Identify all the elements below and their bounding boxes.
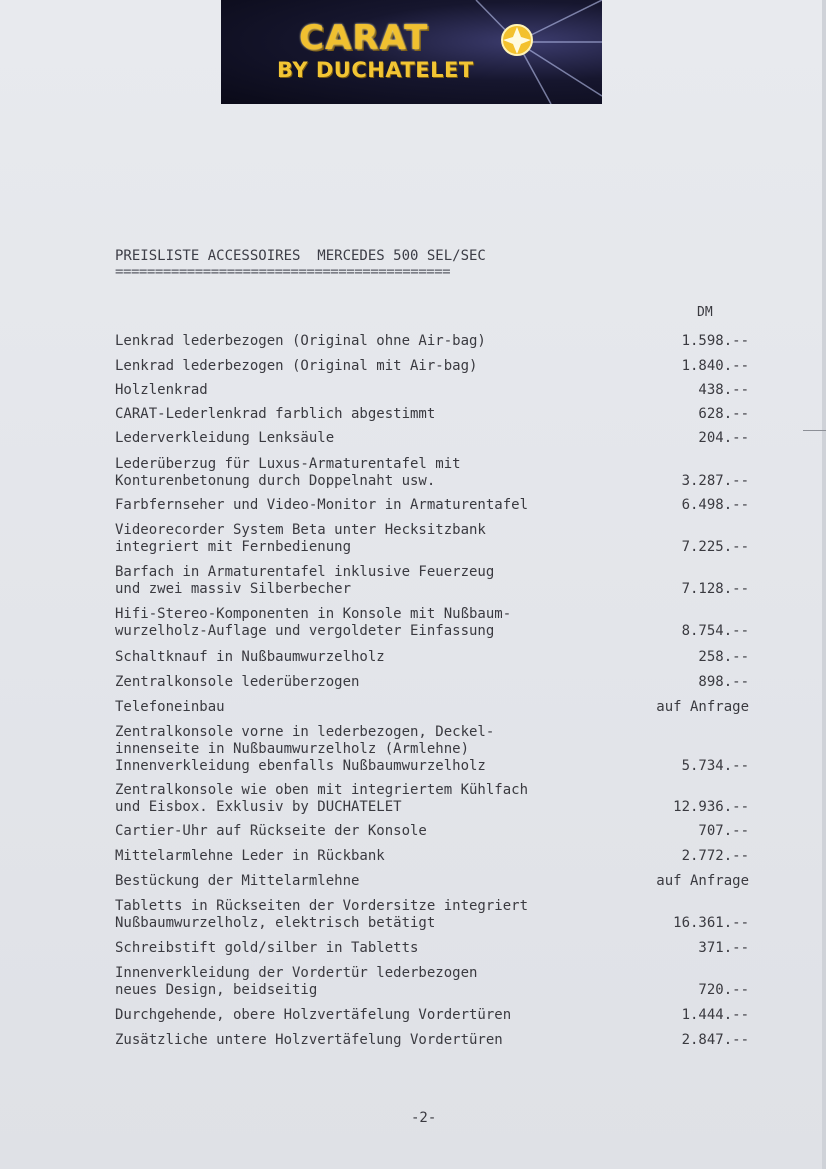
item-price: 707.--	[698, 823, 749, 839]
item-description: Zentralkonsole vorne in lederbezogen, Deckel- innenseite in Nußbaumwurzelholz (Armlehne) Innenverkleidung ebenfalls Nußbaumwurzelholz	[115, 724, 495, 774]
item-price: 6.498.--	[681, 497, 749, 513]
item-price: 204.--	[698, 430, 749, 446]
item-description: Schaltknauf in Nußbaumwurzelholz	[115, 649, 385, 665]
item-description: Hifi-Stereo-Komponenten in Konsole mit Nußbaum- wurzelholz-Auflage und vergoldeter Einfassung	[115, 606, 512, 639]
item-price: 16.361.--	[673, 915, 749, 931]
item-description: Videorecorder System Beta unter Hecksitzbank integriert mit Fernbedienung	[115, 522, 486, 555]
item-description: Schreibstift gold/silber in Tabletts	[115, 940, 419, 956]
item-price: 628.--	[698, 406, 749, 422]
item-description: Lenkrad lederbezogen (Original ohne Air-bag)	[115, 333, 486, 349]
item-description: Lenkrad lederbezogen (Original mit Air-bag)	[115, 358, 478, 374]
item-price: 438.--	[698, 382, 749, 398]
item-description: Holzlenkrad	[115, 382, 208, 398]
currency-header: DM	[697, 305, 713, 320]
item-description: Bestückung der Mittelarmlehne	[115, 873, 360, 889]
item-price: 258.--	[698, 649, 749, 665]
price-list-title: PREISLISTE ACCESSOIRES MERCEDES 500 SEL/SEC	[115, 248, 486, 264]
item-description: Cartier-Uhr auf Rückseite der Konsole	[115, 823, 427, 839]
item-price: 1.840.--	[681, 358, 749, 374]
item-price: 3.287.--	[681, 473, 749, 489]
item-price: 7.225.--	[681, 539, 749, 555]
item-price: 2.772.--	[681, 848, 749, 864]
page-number: -2-	[411, 1110, 437, 1126]
item-description: Zusätzliche untere Holzvertäfelung Vordertüren	[115, 1032, 503, 1048]
logo-sub-text: BY DUCHATELET	[277, 58, 474, 82]
item-price: 371.--	[698, 940, 749, 956]
item-description: Farbfernseher und Video-Monitor in Armaturentafel	[115, 497, 529, 513]
item-description: Barfach in Armaturentafel inklusive Feuerzeug und zwei massiv Silberbecher	[115, 564, 495, 597]
item-price: 7.128.--	[681, 581, 749, 597]
item-description: Durchgehende, obere Holzvertäfelung Vordertüren	[115, 1007, 512, 1023]
item-price: 1.444.--	[681, 1007, 749, 1023]
item-price: 898.--	[698, 674, 749, 690]
item-price: auf Anfrage	[656, 699, 749, 715]
item-description: Mittelarmlehne Leder in Rückbank	[115, 848, 385, 864]
item-description: Zentralkonsole wie oben mit integriertem Kühlfach und Eisbox. Exklusiv by DUCHATELET	[115, 782, 529, 815]
margin-mark	[803, 430, 826, 431]
item-description: Lederüberzug für Luxus-Armaturentafel mit Konturenbetonung durch Doppelnaht usw.	[115, 456, 461, 489]
item-price: 2.847.--	[681, 1032, 749, 1048]
title-underline: ==========================================	[115, 264, 451, 280]
carat-logo	[221, 0, 602, 104]
item-description: Zentralkonsole lederüberzogen	[115, 674, 360, 690]
item-description: CARAT-Lederlenkrad farblich abgestimmt	[115, 406, 436, 422]
item-price: auf Anfrage	[656, 873, 749, 889]
item-price: 12.936.--	[673, 799, 749, 815]
item-price: 720.--	[698, 982, 749, 998]
page-edge	[822, 0, 826, 1169]
item-price: 1.598.--	[681, 333, 749, 349]
item-price: 5.734.--	[681, 758, 749, 774]
item-price: 8.754.--	[681, 623, 749, 639]
item-description: Telefoneinbau	[115, 699, 225, 715]
logo-brand-text: CARAT	[299, 18, 429, 58]
item-description: Lederverkleidung Lenksäule	[115, 430, 335, 446]
item-description: Innenverkleidung der Vordertür lederbezogen neues Design, beidseitig	[115, 965, 478, 998]
item-description: Tabletts in Rückseiten der Vordersitze integriert Nußbaumwurzelholz, elektrisch betätigt	[115, 898, 529, 931]
